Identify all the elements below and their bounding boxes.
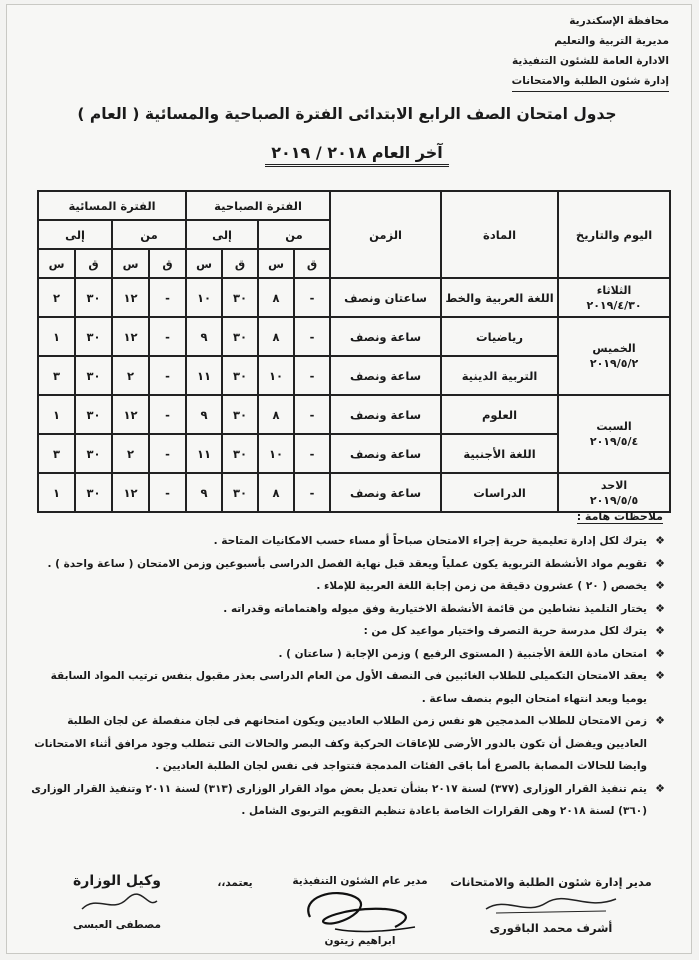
evening-from-s: ١٢ (112, 395, 149, 434)
note-text: يترك لكل إدارة تعليمية حرية إجراء الامتحان صباحاً أو مساء حسب الامكانيات المتاحة . (213, 535, 647, 547)
evening-to-s: ٣ (38, 434, 75, 473)
general-admin-label: الادارة العامة للشئون التنفيذية (512, 55, 669, 67)
morning-to-q: ٣٠ (222, 356, 258, 395)
note-item (29, 778, 665, 823)
evening-from-q: - (149, 317, 186, 356)
note-text: يترك لكل مدرسة حرية التصرف واختيار مواعيد كل من : (363, 625, 647, 637)
table-row (38, 317, 670, 356)
duration-cell: ساعة ونصف (330, 356, 441, 395)
morning-from-s: ٨ (258, 473, 294, 512)
evening-to-s: ١ (38, 395, 75, 434)
evening-to-q: ٣٠ (75, 356, 112, 395)
note-item (29, 553, 665, 576)
day-date-cell (558, 317, 670, 395)
morning-to-q: ٣٠ (222, 473, 258, 512)
evening-from-s: ١٢ (112, 317, 149, 356)
bullet-icon: ❖ (655, 646, 665, 660)
subject-cell: رياضيات (441, 317, 558, 356)
deputy-title: وكيل الوزارة (73, 873, 161, 889)
morning-to-s: ١١ (186, 434, 222, 473)
morning-to-q: ٣٠ (222, 434, 258, 473)
day-name: السبت (596, 420, 632, 433)
day-name: الاحد (600, 478, 628, 492)
table-row (38, 395, 670, 434)
morning-to-s: ٩ (186, 395, 222, 434)
morning-from-q: - (294, 317, 330, 356)
deputy-signature-icon (72, 889, 162, 919)
morning-to-q: ٣٠ (222, 317, 258, 356)
note-item (29, 710, 665, 778)
morning-to-q: ٣٠ (222, 278, 258, 317)
col-header-evening-from: من (112, 220, 186, 249)
col-header-s: س (186, 249, 222, 278)
col-header-q: ق (149, 249, 186, 278)
evening-to-q: ٣٠ (75, 395, 112, 434)
evening-from-q: - (149, 473, 186, 512)
dept-manager-name: أشرف محمد الباقورى (489, 921, 613, 935)
duration-cell: ساعة ونصف (330, 473, 441, 512)
evening-to-s: ٣ (38, 356, 75, 395)
morning-from-q: - (294, 395, 330, 434)
note-item (29, 575, 665, 598)
exam-schedule-page (6, 4, 692, 954)
evening-from-s: ١٢ (112, 473, 149, 512)
duration-cell: ساعة ونصف (330, 395, 441, 434)
bullet-icon: ❖ (655, 669, 665, 682)
morning-to-s: ٩ (186, 317, 222, 356)
morning-from-s: ٨ (258, 395, 294, 434)
morning-from-s: ١٠ (258, 434, 294, 473)
morning-to-s: ٩ (186, 473, 222, 512)
general-manager-signature (285, 875, 435, 947)
morning-to-s: ١٠ (186, 278, 222, 317)
directorate-label: مديرية التربية والتعليم (554, 35, 669, 47)
note-text: تقويم مواد الأنشطة التربوية يكون عملياً ويعقد قبل نهاية الفصل الدراسى بأسبوعين وزمن الامتحان ( ساعة واحدة ) . (47, 557, 647, 570)
morning-to-q: ٣٠ (222, 395, 258, 434)
evening-from-q: - (149, 278, 186, 317)
col-header-s: س (258, 249, 294, 278)
note-text: امتحان مادة اللغة الأجنبية ( المستوى الرفيع ) وزمن الإجابة ( ساعتان ) . (278, 647, 647, 660)
col-header-s: س (38, 249, 75, 278)
bullet-icon: ❖ (655, 714, 665, 727)
col-header-q: ق (222, 249, 258, 278)
evening-to-s: ١ (38, 473, 75, 512)
note-text: يخصص ( ٢٠ ) عشرون دقيقة من زمن إجابة اللغة العربية للإملاء . (316, 580, 647, 592)
evening-to-q: ٣٠ (75, 317, 112, 356)
col-header-evening-to: إلى (38, 220, 112, 249)
col-header-morning-from: من (258, 220, 330, 249)
subject-cell: العلوم (441, 395, 558, 434)
col-header-morning: الفترة الصباحية (186, 191, 330, 220)
deputy-name: مصطفى العبسى (73, 919, 161, 931)
bullet-icon: ❖ (655, 624, 665, 637)
bullet-icon: ❖ (655, 781, 665, 795)
note-text: يعقد الامتحان التكميلى للطلاب الغائبين فى النصف الأول من العام الدراسى بعذر مقبول بنفس ترتيب المواد السابقة يوميا وبعد انتهاء امتحان اليوم بنصف ساعة . (50, 670, 647, 705)
approval-label (195, 877, 275, 889)
evening-to-s: ٢ (38, 278, 75, 317)
table-row (38, 278, 670, 317)
morning-from-s: ٨ (258, 278, 294, 317)
note-item (29, 620, 665, 643)
department-label: إدارة شئون الطلبة والامتحانات (512, 71, 669, 92)
note-item (29, 665, 665, 710)
notes-heading-text: ملاحظات هامة : (576, 510, 663, 523)
day-date-cell (558, 278, 670, 317)
subject-cell: التربية الدينية (441, 356, 558, 395)
evening-from-q: - (149, 356, 186, 395)
exam-date: ٢٠١٩/٤/٣٠ (586, 298, 642, 312)
note-item (29, 598, 665, 621)
exam-date: ٢٠١٩/٥/٥ (589, 493, 639, 507)
note-item (29, 643, 665, 666)
evening-from-s: ١٢ (112, 278, 149, 317)
morning-from-s: ١٠ (258, 356, 294, 395)
col-header-q: ق (75, 249, 112, 278)
evening-to-s: ١ (38, 317, 75, 356)
morning-from-q: - (294, 473, 330, 512)
header-row (38, 191, 670, 220)
notes-list (29, 530, 665, 823)
page-subtitle (207, 143, 507, 162)
col-header-evening: الفترة المسائية (38, 191, 186, 220)
morning-from-s: ٨ (258, 317, 294, 356)
bullet-icon: ❖ (655, 534, 665, 547)
day-name: الخميس (592, 342, 636, 355)
col-header-day-date: اليوم والتاريخ (558, 191, 670, 278)
bullet-icon: ❖ (655, 579, 665, 592)
col-header-subject: المادة (441, 191, 558, 278)
note-text: يتم تنفيذ القرار الوزارى (٣٧٧) لسنة ٢٠١٧ بشأن تعديل بعض مواد القرار الوزارى (٣١٣) لسنة ٢٠١١ وتنفيذ القرار الوزارى (٣٦٠) لسنة ٢٠١٨ وهى القرارات الخاصة باعادة تنظيم التقويم التربوى الشامل . (31, 782, 647, 817)
morning-from-q: - (294, 278, 330, 317)
evening-from-q: - (149, 434, 186, 473)
approval-text: يعتمد،، (217, 877, 253, 889)
dept-manager-signature-icon (476, 891, 626, 921)
general-manager-title: مدير عام الشئون التنفيذية (292, 875, 428, 887)
bullet-icon: ❖ (655, 601, 665, 615)
col-header-duration: الزمن (330, 191, 441, 278)
deputy-signature (57, 873, 177, 931)
dept-manager-title: مدير إدارة شئون الطلبة والامتحانات (450, 875, 652, 889)
col-header-q: ق (294, 249, 330, 278)
page-title: جدول امتحان الصف الرابع الابتدائى الفترة الصباحية والمسائية ( العام ) (77, 105, 617, 123)
subject-cell: الدراسات (441, 473, 558, 512)
col-header-morning-to: إلى (186, 220, 258, 249)
col-header-s: س (112, 249, 149, 278)
subtitle-text: آخر العام ٢٠١٨ / ٢٠١٩ (265, 143, 448, 167)
exam-schedule-table (37, 190, 671, 513)
subject-cell: اللغة العربية والخط (441, 278, 558, 317)
dept-manager-signature (431, 875, 671, 935)
exam-date: ٢٠١٩/٥/٢ (589, 357, 639, 370)
note-text: يختار التلميذ نشاطين من قائمة الأنشطة الاختيارية وفق ميوله واهتماماته وقدراته . (223, 602, 647, 615)
evening-to-q: ٣٠ (75, 434, 112, 473)
evening-to-q: ٣٠ (75, 278, 112, 317)
note-text: زمن الامتحان للطلاب المدمجين هو نفس زمن الطلاب العاديين ويكون امتحانهم فى لجان منفصلة عن لجان الطلبة العاديين ويفضل أن تكون بالدور الأرضى للإعاقات الحركية وكف البصر والحالات التى تتطلب وجود مرافق أثناء الامتحانات وايضا للحالات المصابة بالصرع أما باقى الفئات المدمجة فتتواجد فى نفس لجان الطلبة العاديين . (34, 715, 647, 772)
general-manager-signature-icon (295, 887, 425, 935)
morning-to-s: ١١ (186, 356, 222, 395)
duration-cell: ساعة ونصف (330, 317, 441, 356)
governorate-label: محافظة الإسكندرية (569, 15, 669, 27)
bullet-icon: ❖ (655, 556, 665, 570)
evening-from-q: - (149, 395, 186, 434)
morning-from-q: - (294, 356, 330, 395)
exam-date: ٢٠١٩/٥/٤ (589, 435, 639, 448)
morning-from-q: - (294, 434, 330, 473)
evening-from-s: ٢ (112, 434, 149, 473)
evening-to-q: ٣٠ (75, 473, 112, 512)
subject-cell: اللغة الأجنبية (441, 434, 558, 473)
day-date-cell (558, 395, 670, 473)
evening-from-s: ٢ (112, 356, 149, 395)
notes-heading (577, 510, 663, 523)
table-row (38, 473, 670, 512)
duration-cell: ساعتان ونصف (330, 278, 441, 317)
note-item (29, 530, 665, 553)
day-date-cell (558, 473, 670, 512)
day-name: الثلاثاء (596, 283, 632, 297)
letterhead (499, 11, 669, 92)
general-manager-name: ابراهيم زيتون (324, 935, 396, 947)
duration-cell: ساعة ونصف (330, 434, 441, 473)
